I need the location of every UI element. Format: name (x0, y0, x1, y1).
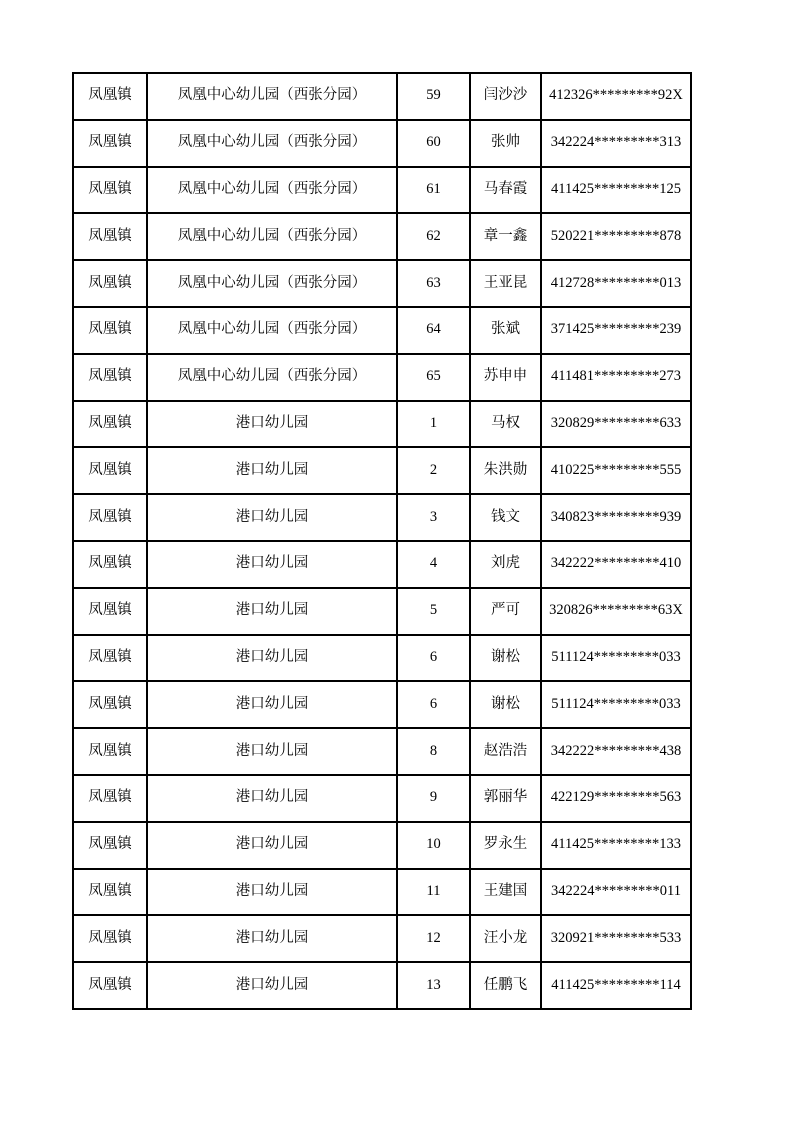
cell-serial-number: 5 (397, 588, 470, 635)
cell-school: 凤凰中心幼儿园（西张分园） (147, 260, 397, 307)
cell-id-number: 422129*********563 (541, 775, 691, 822)
cell-school: 港口幼儿园 (147, 915, 397, 962)
cell-town: 凤凰镇 (73, 822, 147, 869)
table-row (73, 354, 691, 401)
cell-id-number: 511124*********033 (541, 635, 691, 682)
cell-town: 凤凰镇 (73, 869, 147, 916)
cell-person-name: 苏申申 (470, 354, 541, 401)
cell-school: 港口幼儿园 (147, 447, 397, 494)
cell-id-number: 511124*********033 (541, 681, 691, 728)
cell-id-number: 320921*********533 (541, 915, 691, 962)
cell-id-number: 320826*********63X (541, 588, 691, 635)
cell-person-name: 郭丽华 (470, 775, 541, 822)
cell-person-name: 罗永生 (470, 822, 541, 869)
table-row (73, 728, 691, 775)
cell-serial-number: 11 (397, 869, 470, 916)
table-row (73, 260, 691, 307)
table-row (73, 401, 691, 448)
cell-person-name: 严可 (470, 588, 541, 635)
cell-serial-number: 59 (397, 73, 470, 120)
cell-town: 凤凰镇 (73, 73, 147, 120)
table-row (73, 588, 691, 635)
cell-person-name: 章一鑫 (470, 213, 541, 260)
cell-id-number: 411425*********114 (541, 962, 691, 1009)
cell-school: 凤凰中心幼儿园（西张分园） (147, 307, 397, 354)
cell-person-name: 赵浩浩 (470, 728, 541, 775)
cell-serial-number: 12 (397, 915, 470, 962)
cell-id-number: 411425*********125 (541, 167, 691, 214)
cell-id-number: 342224*********313 (541, 120, 691, 167)
cell-town: 凤凰镇 (73, 213, 147, 260)
table-row (73, 167, 691, 214)
cell-serial-number: 63 (397, 260, 470, 307)
cell-person-name: 刘虎 (470, 541, 541, 588)
cell-town: 凤凰镇 (73, 307, 147, 354)
cell-town: 凤凰镇 (73, 401, 147, 448)
table-row (73, 73, 691, 120)
table-row (73, 681, 691, 728)
table-row (73, 120, 691, 167)
cell-school: 港口幼儿园 (147, 494, 397, 541)
cell-town: 凤凰镇 (73, 260, 147, 307)
cell-school: 港口幼儿园 (147, 775, 397, 822)
cell-town: 凤凰镇 (73, 167, 147, 214)
cell-town: 凤凰镇 (73, 915, 147, 962)
cell-person-name: 王建国 (470, 869, 541, 916)
cell-person-name: 朱洪勋 (470, 447, 541, 494)
cell-id-number: 340823*********939 (541, 494, 691, 541)
cell-person-name: 闫沙沙 (470, 73, 541, 120)
table-row (73, 775, 691, 822)
cell-school: 港口幼儿园 (147, 588, 397, 635)
cell-person-name: 王亚昆 (470, 260, 541, 307)
cell-serial-number: 61 (397, 167, 470, 214)
cell-person-name: 张帅 (470, 120, 541, 167)
cell-id-number: 411425*********133 (541, 822, 691, 869)
cell-town: 凤凰镇 (73, 775, 147, 822)
cell-id-number: 320829*********633 (541, 401, 691, 448)
cell-person-name: 谢松 (470, 681, 541, 728)
roster-table-body (73, 73, 691, 1009)
cell-town: 凤凰镇 (73, 354, 147, 401)
cell-person-name: 马权 (470, 401, 541, 448)
cell-town: 凤凰镇 (73, 541, 147, 588)
table-row (73, 213, 691, 260)
table-row (73, 962, 691, 1009)
cell-serial-number: 65 (397, 354, 470, 401)
cell-town: 凤凰镇 (73, 120, 147, 167)
table-row (73, 635, 691, 682)
cell-town: 凤凰镇 (73, 588, 147, 635)
table-row (73, 869, 691, 916)
cell-person-name: 任鹏飞 (470, 962, 541, 1009)
table-row (73, 822, 691, 869)
cell-id-number: 412728*********013 (541, 260, 691, 307)
cell-school: 港口幼儿园 (147, 541, 397, 588)
cell-school: 凤凰中心幼儿园（西张分园） (147, 213, 397, 260)
cell-school: 港口幼儿园 (147, 401, 397, 448)
table-row (73, 307, 691, 354)
cell-serial-number: 1 (397, 401, 470, 448)
cell-serial-number: 9 (397, 775, 470, 822)
cell-school: 港口幼儿园 (147, 962, 397, 1009)
table-row (73, 447, 691, 494)
cell-school: 凤凰中心幼儿园（西张分园） (147, 167, 397, 214)
cell-school: 凤凰中心幼儿园（西张分园） (147, 120, 397, 167)
cell-serial-number: 13 (397, 962, 470, 1009)
cell-id-number: 411481*********273 (541, 354, 691, 401)
cell-school: 港口幼儿园 (147, 822, 397, 869)
cell-id-number: 410225*********555 (541, 447, 691, 494)
cell-town: 凤凰镇 (73, 681, 147, 728)
cell-town: 凤凰镇 (73, 728, 147, 775)
cell-school: 凤凰中心幼儿园（西张分园） (147, 73, 397, 120)
cell-school: 凤凰中心幼儿园（西张分园） (147, 354, 397, 401)
cell-serial-number: 2 (397, 447, 470, 494)
cell-school: 港口幼儿园 (147, 728, 397, 775)
cell-serial-number: 4 (397, 541, 470, 588)
cell-id-number: 342222*********438 (541, 728, 691, 775)
table-row (73, 494, 691, 541)
cell-id-number: 371425*********239 (541, 307, 691, 354)
cell-person-name: 马春霞 (470, 167, 541, 214)
cell-serial-number: 60 (397, 120, 470, 167)
cell-school: 港口幼儿园 (147, 869, 397, 916)
cell-id-number: 412326*********92X (541, 73, 691, 120)
cell-town: 凤凰镇 (73, 494, 147, 541)
cell-serial-number: 10 (397, 822, 470, 869)
cell-town: 凤凰镇 (73, 962, 147, 1009)
student-roster-table (72, 72, 692, 1010)
cell-town: 凤凰镇 (73, 447, 147, 494)
cell-school: 港口幼儿园 (147, 681, 397, 728)
cell-serial-number: 3 (397, 494, 470, 541)
cell-serial-number: 8 (397, 728, 470, 775)
cell-person-name: 谢松 (470, 635, 541, 682)
cell-town: 凤凰镇 (73, 635, 147, 682)
cell-id-number: 342222*********410 (541, 541, 691, 588)
cell-school: 港口幼儿园 (147, 635, 397, 682)
cell-serial-number: 6 (397, 681, 470, 728)
cell-serial-number: 62 (397, 213, 470, 260)
cell-person-name: 汪小龙 (470, 915, 541, 962)
cell-person-name: 钱文 (470, 494, 541, 541)
cell-person-name: 张斌 (470, 307, 541, 354)
cell-serial-number: 64 (397, 307, 470, 354)
cell-serial-number: 6 (397, 635, 470, 682)
cell-id-number: 342224*********011 (541, 869, 691, 916)
cell-id-number: 520221*********878 (541, 213, 691, 260)
table-row (73, 915, 691, 962)
table-row (73, 541, 691, 588)
